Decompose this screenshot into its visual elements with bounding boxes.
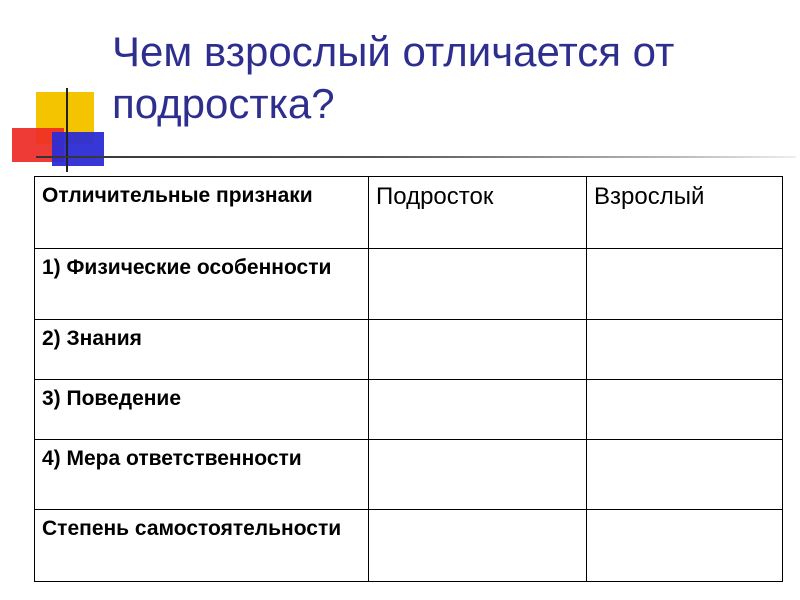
- row-label-knowledge: 2) Знания: [35, 320, 369, 380]
- table-row: [35, 380, 783, 440]
- comparison-table: [34, 176, 783, 582]
- cell-adult-behavior: [587, 380, 783, 440]
- cell-teen-physical: [369, 249, 587, 320]
- cell-teen-independence: [369, 510, 587, 582]
- row-label-behavior: 3) Поведение: [35, 380, 369, 440]
- cell-teen-knowledge: [369, 320, 587, 380]
- header-teen: Подросток: [369, 177, 587, 249]
- cell-adult-physical: [587, 249, 783, 320]
- row-label-physical: 1) Физические особенности: [35, 249, 369, 320]
- header-features: Отличительные признаки: [35, 177, 369, 249]
- cell-adult-independence: [587, 510, 783, 582]
- blue-square-decoration: [52, 132, 104, 166]
- header-adult: Взрослый: [587, 177, 783, 249]
- table-row: [35, 320, 783, 380]
- slide-title: Чем взрослый отличается от подростка?: [112, 28, 675, 127]
- cell-teen-responsibility: [369, 440, 587, 510]
- table-header-row: [35, 177, 783, 249]
- table-row: [35, 249, 783, 320]
- vertical-rule: [66, 88, 68, 172]
- cell-adult-responsibility: [587, 440, 783, 510]
- row-label-independence: Степень самостоятельности: [35, 510, 369, 582]
- cell-teen-behavior: [369, 380, 587, 440]
- row-label-responsibility: 4) Мера ответственности: [35, 440, 369, 510]
- title-underline: [36, 156, 796, 158]
- table-row: [35, 510, 783, 582]
- table-row: [35, 440, 783, 510]
- cell-adult-knowledge: [587, 320, 783, 380]
